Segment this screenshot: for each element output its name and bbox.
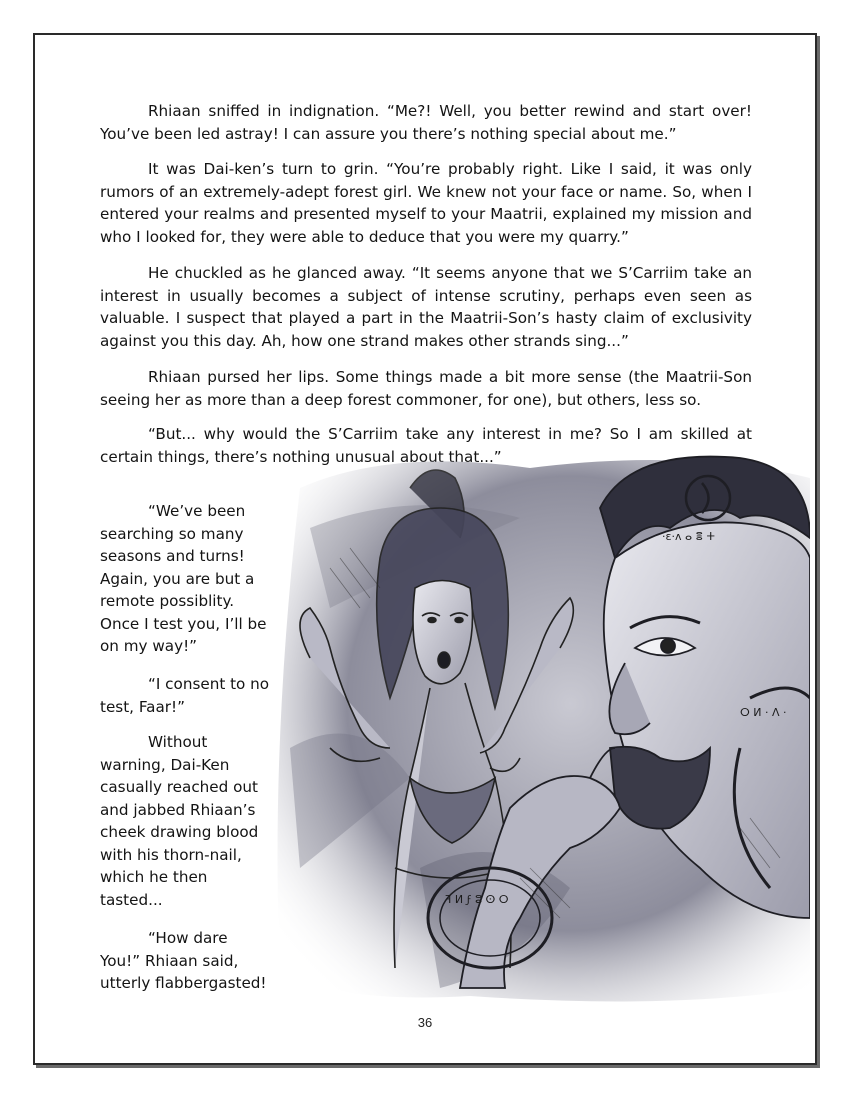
paragraph-5: “But... why would the S’Carriim take any interest in me? So I am skilled at certain things, there’s nothing unusual about that...” bbox=[100, 425, 752, 466]
page-number: 36 bbox=[417, 1015, 433, 1030]
side-paragraph-4: “How dare You!” Rhiaan said, utterly flabbergasted! bbox=[100, 929, 267, 992]
paragraph-1: Rhiaan sniffed in indignation. “Me?! Well, you better rewind and start over! You’ve been led astray! I can assure you there’s nothing special about me.” bbox=[100, 102, 752, 143]
side-paragraph-1: “We’ve been searching so many seasons and turns! Again, you are but a remote possiblity. Once I test you, I’ll be on my way!” bbox=[100, 502, 267, 655]
side-paragraph-2: “I consent to no test, Faar!” bbox=[100, 675, 270, 716]
paragraph-4: Rhiaan pursed her lips. Some things made a bit more sense (the Maatrii-Son seeing her as more than a deep forest commoner, for one), but others, less so. bbox=[100, 368, 752, 409]
paragraph-3: He chuckled as he glanced away. “It seems anyone that we S’Carriim take an interest in usually becomes a subject of intense scrutiny, perhaps even seen as valuable. I suspect that played a part in the Maatrii-Son’s hasty claim of exclusivity against you this day. Ah, how one strand makes other strands sing...” bbox=[100, 264, 752, 350]
side-paragraph-3: Without warning, Dai-Ken casually reached out and jabbed Rhiaan’s cheek drawing blood with his thorn-nail, which he then tasted... bbox=[100, 733, 259, 909]
paragraph-2: It was Dai-ken’s turn to grin. “You’re probably right. Like I said, it was only rumors of an extremely-adept forest girl. We knew not your face or name. So, when I entered your realms and presented myself to your Maatrii, explained my mission and who I looked for, they were able to deduce that you were my quarry.” bbox=[100, 160, 752, 246]
illustration bbox=[270, 448, 810, 1010]
arm-glyphs: ꟻ ⵍ ϝ ⵓ ⵙ ⵔ bbox=[445, 893, 509, 906]
neck-glyphs: ⵔ ⵍ · ⴷ · bbox=[740, 706, 787, 719]
forehead-glyphs: ·ɛ·ʌ ⴰ ⴻ ⵜ bbox=[662, 530, 716, 543]
